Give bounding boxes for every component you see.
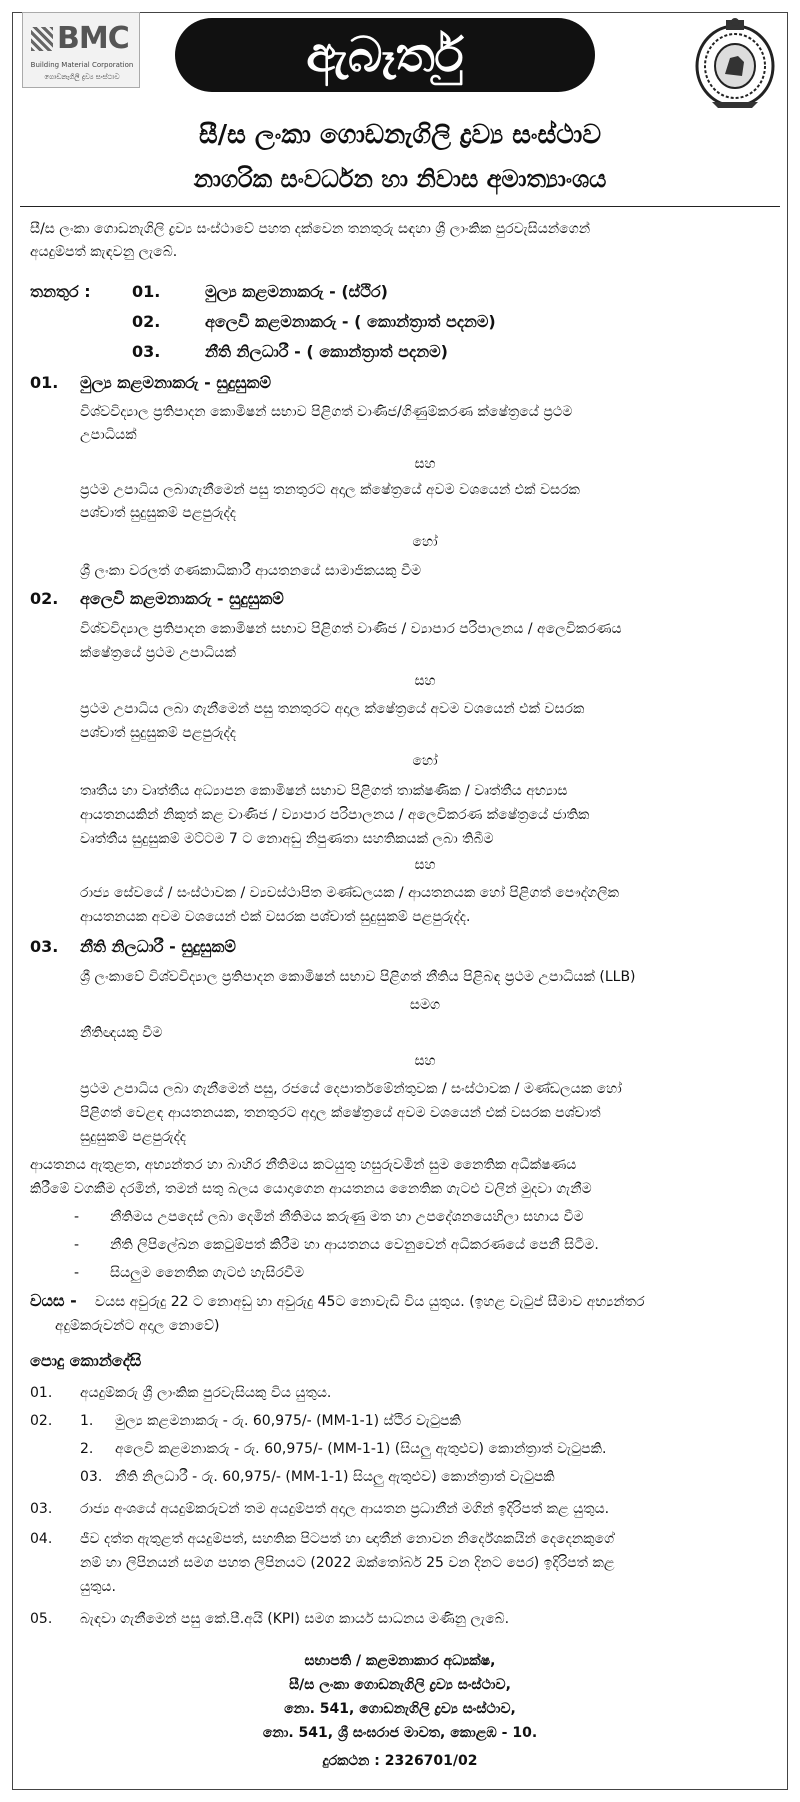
- connector-and: සහ: [414, 1053, 436, 1069]
- duty-paragraph-line: ආයතනය ඇතුළත, අභ්‍යන්තර හා බාහිර නීතිමය කටයුතු හසුරුවමින් සුම නෛතික අධීක්ෂණය: [30, 1157, 577, 1173]
- condition-number: 03.: [30, 1501, 53, 1517]
- salary-item: නීති නිලධාරී - රු. 60,975/- (MM-1-1) සියලු ඇතුළුව) කොන්ත්‍රාත් වැටුපකි: [115, 1469, 555, 1485]
- qualification-line: ආයතනයකින් නිකුත් කළ වාණිජ / ව්‍යාපාර පරිපාලනය / අලෙවිකරණ ක්ෂේත්‍රයේ ජාතික: [80, 807, 590, 823]
- condition-number: 05.: [30, 1611, 53, 1627]
- qualification-line: සුදුසුකම් පළපුරුද්ද: [80, 1129, 187, 1145]
- connector-or: හෝ: [412, 753, 438, 769]
- post-number: 01.: [132, 282, 161, 301]
- qualification-line: ප්‍රථම උපාධිය ලබා ගැනීමෙන් පසු, රජයේ දෙපාර්තමේන්තුවක / සංස්ථාවක / මණ්ඩලයක හෝ: [80, 1081, 622, 1097]
- logo-text: BMC: [57, 21, 129, 56]
- connector-and: සහ: [414, 673, 436, 689]
- connector-and: සහ: [414, 456, 436, 472]
- condition-text: බැඳවා ගැනීමෙන් පසු කේ.පී.අයි (KPI) සමග කාර්ය සාධනය මණිනු ලැබේ.: [80, 1611, 510, 1627]
- qualification-line: වෘත්තීය සුදුසුකම් මට්ටම 7 ට නොඅඩු නිපුණතා සහතිකයක් ලබා තිබීම: [80, 831, 494, 847]
- duty-bullet: සියලුම නෛතික ගැටළු හැසිරවීම: [110, 1265, 305, 1281]
- qualification-line: ප්‍රථම උපාධිය ලබාගැනීමෙන් පසු තනතුරට අදාල ක්ෂේත්‍රයේ අවම වශයෙන් එක් වසරක: [80, 482, 580, 498]
- address-line: නො. 541, ශ්‍රී සංඝරාජ මාවත, කොළඹ - 10.: [262, 1725, 538, 1741]
- telephone: දුරකථන : 2326701/02: [322, 1753, 478, 1769]
- post-item: මුල්‍ය කළමනාකරු - (ස්ථිර): [205, 282, 388, 301]
- connector-or: හෝ: [412, 534, 438, 550]
- qualification-line: රාජ්‍ය සේවයේ / සංස්ථාවක / ව්‍යවස්ථාපිත මණ්ඩලයක / ආයතනයක හෝ පිළිගත් පෞද්ගලික: [80, 885, 620, 901]
- age-text: වයස අවුරුදු 22 ට නොඅඩු හා අවුරුදු 45ට නොවැඩි විය යුතුය. (ඉහළ වැටුප් සීමාව අභ්‍යන්තර: [95, 1294, 645, 1310]
- post-number: 02.: [132, 312, 161, 331]
- qualification-line: ශ්‍රී ලංකා වරලත් ගණකාධිකාරී ආයතනයේ සාමාජිකයකු වීම: [80, 563, 422, 579]
- qualification-line: ශ්‍රී ලංකාවේ විශ්වවිද්‍යාල ප්‍රතිපාදන කොමිෂන් සභාව පිළිගත් නීතිය පිළිබඳ ප්‍රථම උපාධියක් (LLB): [80, 969, 636, 985]
- ministry-title: නාගරික සංවර්ධන හා නිවාස අමාත්‍යාංශය: [193, 165, 607, 193]
- condition-text: ජීව දත්ත ඇතුළත් අයදුම්පත්, සහතික පිටපත් හා ඥාතීන් නොවන නිර්දේශකයින් දෙදෙනකුගේ: [80, 1531, 615, 1547]
- qualification-line: විශ්වවිද්‍යාල ප්‍රතිපාදන කොමිෂන් සභාව පිළිගත් වාණිජ/ගිණුම්කරණ ක්ෂේත්‍රයේ ප්‍රථම: [80, 404, 573, 420]
- qualification-line: තෘතීය හා වෘත්තීය අධ්‍යාපන කොමිෂන් සභාව පිළිගත් තාක්ෂණික / වෘත්තීය අභ්‍යාස: [80, 783, 568, 799]
- posts-label: තනතුර :: [30, 282, 91, 301]
- section-number: 01.: [30, 373, 59, 392]
- national-emblem-icon: [692, 16, 778, 110]
- post-item: අලෙවි කළමනාකරු - ( කොන්ත්‍රාත් පදනම): [205, 312, 496, 331]
- salary-number: 03.: [80, 1469, 103, 1485]
- bullet-dash: -: [74, 1265, 80, 1281]
- section-number: 03.: [30, 937, 59, 956]
- general-conditions-title: පොදු කොන්දේසි: [30, 1351, 142, 1370]
- address-line: සී/ස ලංකා ගොඩනැගිලි ද්‍රව්‍ය සංස්ථාව,: [289, 1677, 511, 1693]
- address-line: සභාපති / කළමනාකාර අධ්‍යක්ෂ,: [304, 1653, 496, 1669]
- connector-and: සහ: [414, 857, 436, 873]
- qualification-line: ක්ෂේත්‍රයේ ප්‍රථම උපාධියක්: [80, 645, 236, 661]
- qualification-line: ආයතනයක අවම වශයෙන් එක් වසරක පශ්චාත් සුදුසුකම් පළපුරුද්ද.: [80, 909, 471, 925]
- condition-number: 01.: [30, 1385, 53, 1401]
- qualification-line: උපාධියක්: [80, 427, 137, 443]
- qualification-line: පශ්චාත් සුදුසුකම් පළපුරුද්ද: [80, 505, 236, 521]
- logo-stripes-icon: [31, 27, 53, 51]
- bullet-dash: -: [74, 1237, 80, 1253]
- duty-bullet: නීති ලිපිලේඛන කෙටුම්පත් කිරීම හා ආයතනය වෙනුවෙන් අධිකරණයේ පෙනී සිටීම.: [110, 1237, 599, 1253]
- qualification-line: විශ්වවිද්‍යාල ප්‍රතිපාදන කොමිෂන් සභාව පිළිගත් වාණිජ / ව්‍යාපාර පරිපාලනය / අලෙවිකරණය: [80, 621, 622, 637]
- condition-text: යුතුය.: [80, 1579, 116, 1595]
- salary-item: මුල්‍ය කළමනාකරු - රු. 60,975/- (MM-1-1) ස්ථිර වැටුපකි: [115, 1413, 461, 1429]
- age-label: වයස -: [30, 1291, 77, 1310]
- salary-number: 2.: [80, 1441, 94, 1457]
- condition-number: 02.: [30, 1413, 53, 1429]
- section-number: 02.: [30, 589, 59, 608]
- age-text: අදුම්කරුවන්ට අදාල නොවේ): [55, 1318, 220, 1334]
- connector-with: සමග: [409, 997, 441, 1013]
- intro-line-1: සී/ස ලංකා ගොඩනැගිලි ද්‍රව්‍ය සංස්ථාවේ පහත දක්වෙන තනතුරු සඳහා ශ්‍රී ලාංකික පුරවැසියන්ගෙන්: [30, 221, 591, 237]
- address-line: නො. 541, ගොඩනැගිලි ද්‍රව්‍ය සංස්ථාව,: [284, 1701, 516, 1717]
- post-number: 03.: [132, 342, 161, 361]
- qualification-line: ප්‍රථම උපාධිය ලබා ගැනීමෙන් පසු තනතුරට අදාල ක්ෂේත්‍රයේ අවම වශයෙන් එක් වසරක: [80, 701, 585, 717]
- condition-text: අයදුම්කරු ශ්‍රී ලාංකික පුරවැසියකු විය යුතුය.: [80, 1385, 332, 1401]
- bullet-dash: -: [74, 1209, 80, 1225]
- corporation-title: සී/ස ලංකා ගොඩනැගිලි ද්‍රව්‍ය සංස්ථාව: [198, 120, 602, 150]
- salary-item: අලෙවි කළමනාකරු - රු. 60,975/- (MM-1-1) (සියලු ඇතුළුව) කොන්ත්‍රාත් වැටුපකි.: [115, 1441, 607, 1457]
- section-title: නීති නිලධාරී - සුදුසුකම්: [80, 937, 236, 956]
- section-title: මුල්‍ය කළමනාකරු - සුදුසුකම්: [80, 373, 271, 392]
- condition-text: රාජ්‍ය අංශයේ අයදුම්කරුවන් තම අයදුම්පත් අදාල ආයතන ප්‍රධානීන් මගින් ඉදිරිපත් කළ යුතුය.: [80, 1501, 610, 1517]
- bmc-logo: [22, 12, 140, 88]
- intro-line-2: අයදුම්පත් කැඳවනු ලැබේ.: [30, 244, 178, 260]
- header-divider: [20, 206, 780, 207]
- logo-subtitle-sinhala: ගොඩනැගිලි ද්‍රව්‍ය සංස්ථාව: [44, 73, 120, 81]
- post-item: නීති නිලධාරී - ( කොන්ත්‍රාත් පදනම): [205, 342, 448, 361]
- duty-bullet: නීතිමය උපදෙස් ලබා දෙමින් නීතිමය කරුණු මත හා උපදේශනයෙහිලා සහාය වීම: [110, 1209, 584, 1225]
- qualification-line: පිළිගත් වෙළඳ ආයතනයක, තනතුරට අදාල ක්ෂේත්‍රයේ අවම වශයෙන් එක් වසරක පශ්චාත්: [80, 1105, 601, 1121]
- vacancies-banner: ඇබෑර්තු: [175, 18, 595, 92]
- salary-number: 1.: [80, 1413, 94, 1429]
- logo-subtitle: Building Material Corporation: [30, 61, 134, 69]
- qualification-line: පශ්චාත් සුදුසුකම් පළපුරුද්ද: [80, 725, 236, 741]
- condition-number: 04.: [30, 1531, 53, 1547]
- condition-text: නම් හා ලිපිනයන් සමග පහත ලිපිනයට (2022 ඔක්තෝබර් 25 වන දිනට පෙර) ඉදිරිපත් කළ: [80, 1555, 615, 1571]
- qualification-line: නීතිඥයකු වීම: [80, 1025, 163, 1041]
- section-title: අලෙවි කළමනාකරු - සුදුසුකම්: [80, 589, 284, 608]
- duty-paragraph-line: කිරීමේ වගකීම දරමින්, තමන් සතු බලය යොදාගෙන ආයතනය නෛතික ගැටළු වලින් මුදවා ගැනීම: [30, 1181, 592, 1197]
